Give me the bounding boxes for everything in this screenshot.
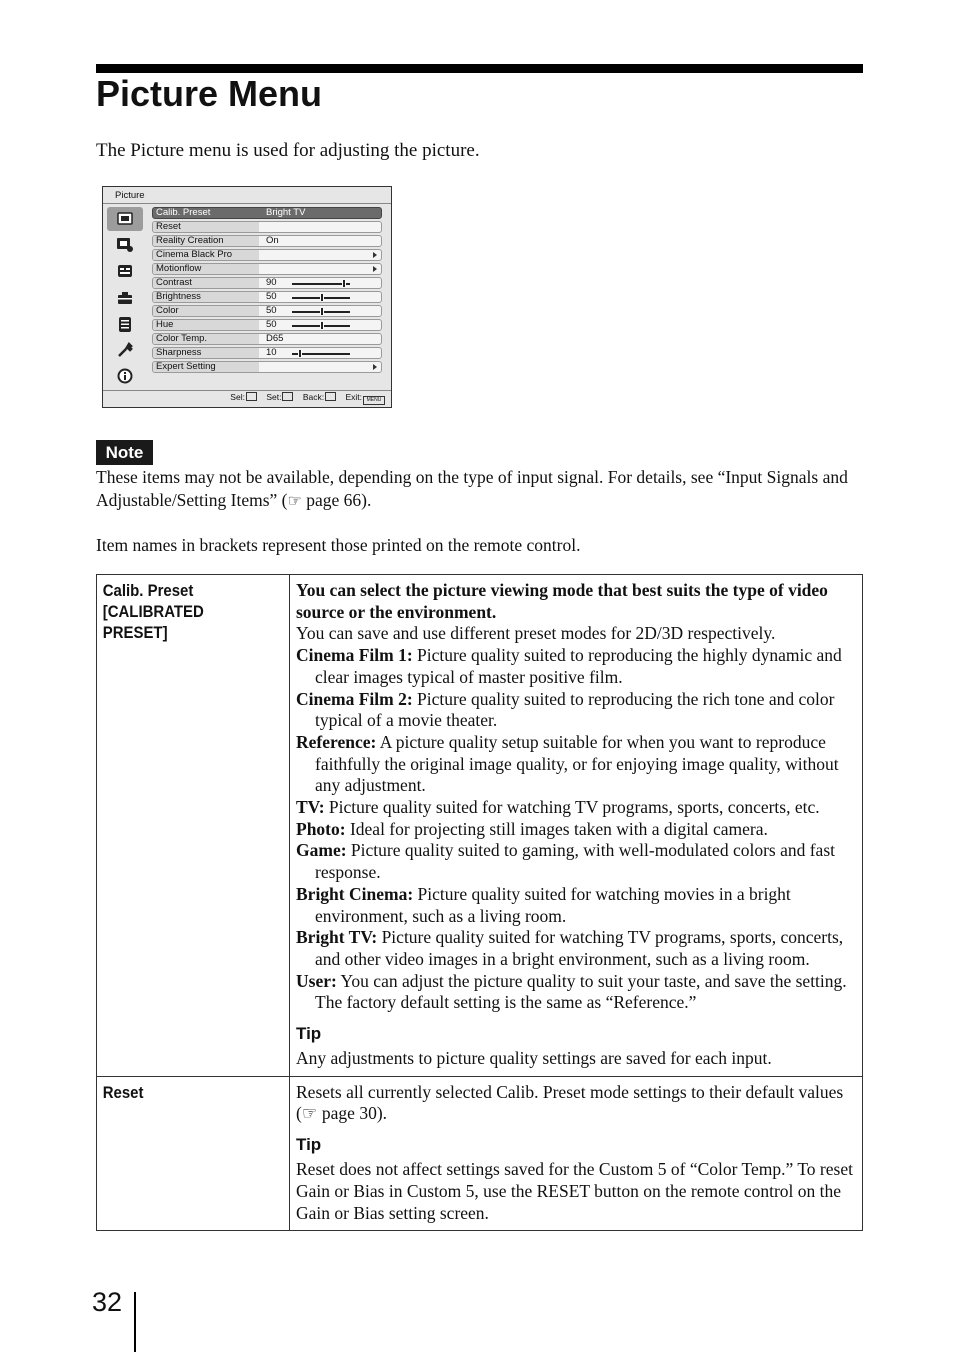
osd-row-label: Contrast <box>156 277 192 288</box>
osd-footer-sel: Sel: <box>230 392 257 402</box>
desc-reset <box>290 1076 863 1231</box>
picture-icon <box>107 207 143 231</box>
osd-row-value: On <box>266 235 279 246</box>
osd-menu-row <box>152 333 382 345</box>
calib-mode-name: Cinema Film 1: <box>296 645 413 666</box>
term-reset: Reset <box>97 1076 267 1231</box>
calib-mode-desc: Picture quality suited for watching TV programs, sports, concerts, and other video images in a bright environment, such as a living room. <box>315 927 844 969</box>
osd-row-value: 90 <box>266 277 277 288</box>
osd-row-value: 50 <box>266 319 277 330</box>
osd-menu-row <box>152 263 382 275</box>
osd-row-label: Brightness <box>156 291 201 302</box>
calib-mode-entry <box>296 645 856 688</box>
calib-mode-entry <box>296 884 856 927</box>
page-number-rule <box>134 1292 136 1352</box>
hand-pointer-icon: ☞ <box>301 1103 318 1124</box>
osd-footer-set: Set: <box>266 392 293 402</box>
submenu-arrow-icon <box>373 252 377 258</box>
image-adjust-icon <box>107 233 143 257</box>
calib-mode-name: Bright Cinema: <box>296 883 414 904</box>
information-icon <box>107 364 143 388</box>
osd-menu-row <box>152 207 382 219</box>
osd-slider <box>292 283 350 285</box>
calib-mode-desc: Picture quality suited to gaming, with well-modulated colors and fast response. <box>315 840 835 883</box>
osd-slider <box>292 353 350 355</box>
table-row-calib-preset <box>97 575 863 1077</box>
osd-row-label: Cinema Black Pro <box>156 249 233 260</box>
osd-row-label: Calib. Preset <box>156 207 211 218</box>
osd-row-value: Bright TV <box>266 207 306 218</box>
osd-row-label: Reset <box>156 221 181 232</box>
calib-mode-entry <box>296 732 856 797</box>
calib-mode-desc: Picture quality suited to reproducing the rich tone and color typical of a movie theater. <box>315 688 835 731</box>
calib-mode-entry <box>296 971 856 1014</box>
reset-text: Resets all currently selected Calib. Preset mode settings to their default values (☞ page 30). <box>296 1081 844 1124</box>
note-text: These items may not be available, depending on the type of input signal. For details, see “Input Signals and Adjustable/Setting Items” (☞ page 66). <box>96 467 848 510</box>
osd-row-label: Reality Creation <box>156 235 224 246</box>
calib-mode-entry <box>296 840 856 883</box>
enter-key-icon <box>282 392 293 401</box>
menu-key-icon: MENU <box>363 396 385 405</box>
calib-mode-desc: A picture quality setup suitable for when you want to reproduce faithfully the original image quality, or for enjoying image quality, without any adjustment. <box>315 731 839 796</box>
calib-mode-name: Bright TV: <box>296 927 378 948</box>
term-calib-preset: Calib. Preset [CALIBRATED PRESET] <box>97 575 267 1077</box>
operation-icon <box>107 312 143 336</box>
osd-row-value: 10 <box>266 347 277 358</box>
settings-table <box>96 574 863 1231</box>
osd-menu-list <box>152 207 382 375</box>
osd-row-value: 50 <box>266 305 277 316</box>
osd-row-label: Color <box>156 305 179 316</box>
calib-mode-entry <box>296 819 856 841</box>
calib-mode-name: Reference: <box>296 731 377 752</box>
calib-tip-label: Tip <box>296 1024 322 1044</box>
osd-row-value: 50 <box>266 291 277 302</box>
calib-mode-name: Photo: <box>296 818 346 839</box>
reset-tip-label: Tip <box>296 1135 322 1155</box>
hand-pointer-icon: ☞ <box>287 493 302 510</box>
osd-slider-knob <box>320 322 324 329</box>
calib-mode-desc: You can adjust the picture quality to suit your taste, and save the setting. The factory default setting is the same as “Reference.” <box>315 970 847 1013</box>
intro-text: The Picture menu is used for adjusting the picture. <box>96 140 480 161</box>
osd-slider <box>292 297 350 299</box>
submenu-arrow-icon <box>373 364 377 370</box>
reset-tip-text: Reset does not affect settings saved for the Custom 5 of “Color Temp.” To reset Gain or Bias in Custom 5, use the RESET button on the remote control on the Gain or Bias setting screen. <box>296 1159 853 1223</box>
submenu-arrow-icon <box>373 266 377 272</box>
osd-footer-back: Back: <box>303 392 336 402</box>
up-down-key-icon <box>246 392 257 401</box>
osd-slider <box>292 311 350 313</box>
calib-mode-desc: Ideal for projecting still images taken with a digital camera. <box>345 818 768 839</box>
osd-menu-row <box>152 277 382 289</box>
calib-mode-desc: Picture quality suited to reproducing the highly dynamic and clear images typical of master positive film. <box>315 645 842 687</box>
note-badge: Note <box>96 440 153 465</box>
osd-menu-row <box>152 249 382 261</box>
left-key-icon <box>325 392 336 401</box>
calib-mode-name: Game: <box>296 840 347 861</box>
table-row-reset <box>97 1076 863 1231</box>
osd-menu-row <box>152 347 382 359</box>
osd-menu-row <box>152 319 382 331</box>
osd-menu-row <box>152 291 382 303</box>
osd-footer <box>223 392 385 405</box>
osd-footer-divider <box>103 390 391 391</box>
calib-mode-entry <box>296 689 856 732</box>
calib-mode-list <box>296 645 856 1014</box>
calib-mode-entry <box>296 797 856 819</box>
osd-icon-column <box>107 207 145 390</box>
osd-title: Picture <box>115 190 145 201</box>
calib-subtext: You can save and use different preset modes for 2D/3D respectively. <box>296 623 776 644</box>
calib-mode-name: User: <box>296 970 337 991</box>
calib-mode-desc: Picture quality suited for watching TV programs, sports, concerts, etc. <box>324 797 820 818</box>
function-icon <box>107 286 143 310</box>
setup-icon <box>107 338 143 362</box>
osd-slider <box>292 325 350 327</box>
osd-menu-row <box>152 305 382 317</box>
osd-row-label: Hue <box>156 319 174 330</box>
calib-lead: You can select the picture viewing mode that best suits the type of video source or the environment. <box>296 580 828 622</box>
page-number: 32 <box>92 1287 123 1317</box>
picture-menu-screenshot <box>102 186 392 408</box>
osd-footer-exit: Exit: MENU <box>345 392 385 402</box>
osd-row-label: Expert Setting <box>156 361 216 372</box>
osd-row-value: D65 <box>266 333 284 344</box>
calib-mode-entry <box>296 927 856 970</box>
osd-menu-row <box>152 221 382 233</box>
osd-title-divider <box>103 203 391 204</box>
calib-mode-name: TV: <box>296 797 325 818</box>
osd-menu-row <box>152 235 382 247</box>
calib-mode-name: Cinema Film 2: <box>296 688 413 709</box>
osd-slider-knob <box>320 294 324 301</box>
calib-tip-text: Any adjustments to picture quality settings are saved for each input. <box>296 1048 772 1069</box>
osd-slider-knob <box>342 280 346 287</box>
brackets-explanation: Item names in brackets represent those printed on the remote control. <box>96 535 581 555</box>
screen-icon <box>107 259 143 283</box>
osd-row-label: Color Temp. <box>156 333 208 344</box>
osd-row-label: Sharpness <box>156 347 202 358</box>
osd-menu-row <box>152 361 382 373</box>
calib-mode-desc: Picture quality suited for watching movies in a bright environment, such as a living room. <box>315 883 791 926</box>
osd-row-label: Motionflow <box>156 263 202 274</box>
osd-slider-knob <box>320 308 324 315</box>
page-title: Picture Menu <box>96 73 323 114</box>
desc-calib-preset <box>290 575 863 1077</box>
osd-slider-knob <box>298 350 302 357</box>
